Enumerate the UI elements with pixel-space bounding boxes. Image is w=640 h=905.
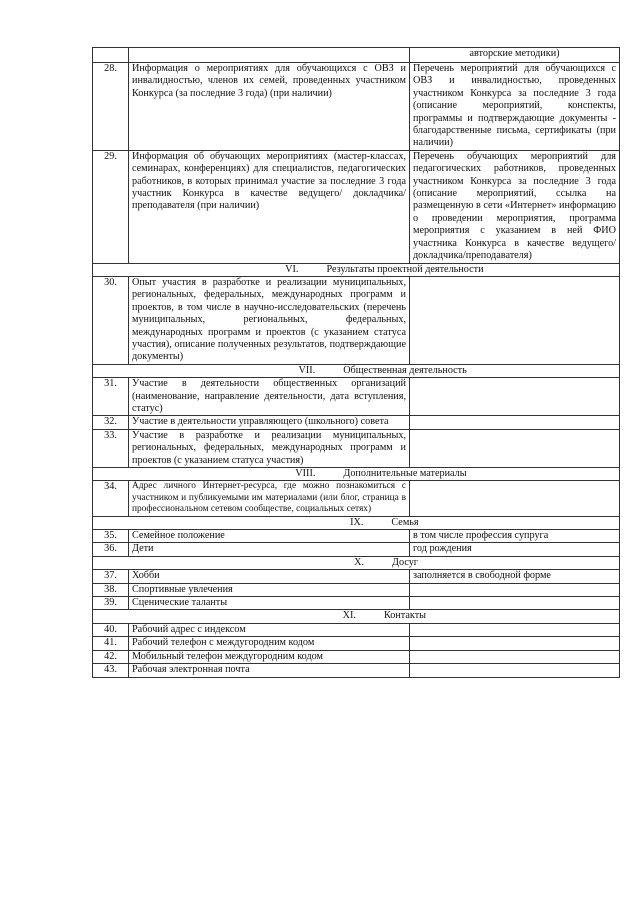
item-proof: год рождения: [410, 543, 620, 556]
item-number: 33.: [93, 429, 129, 467]
item-number: 41.: [93, 637, 129, 650]
section-number: X.: [354, 556, 365, 568]
item-proof: заполняется в свободной форме: [410, 570, 620, 583]
item-description: Сценические таланты: [129, 597, 410, 610]
item-number: 39.: [93, 597, 129, 610]
table-row: [93, 276, 620, 364]
section-title: Результаты проектной деятельности: [326, 263, 484, 275]
section-number: VII.: [298, 364, 316, 376]
table-row: [93, 416, 620, 429]
section-number: VIII.: [295, 468, 316, 479]
item-description: Дети: [129, 543, 410, 556]
item-description: Участие в деятельности управляющего (школьного) совета: [129, 416, 410, 429]
item-number: 43.: [93, 664, 129, 677]
item-description: Информация об обучающих мероприятиях (мастер-классах, семинарах, конференциях) для специалистов, педагогических работников, в которых принимал участие за последние 3 года участник Конкурса в качестве ведущего/ докладчика/ преподавателя (при наличии): [129, 150, 410, 263]
item-number: 37.: [93, 570, 129, 583]
section-title: Контакты: [383, 610, 427, 622]
item-description: Рабочий телефон с междугородним кодом: [129, 637, 410, 650]
item-number: 40.: [93, 623, 129, 636]
item-description: Информация о мероприятиях для обучающихся с ОВЗ и инвалидностью, членов их семей, проведенных участником Конкурса (за последние 3 года) (при наличии): [129, 63, 410, 151]
section-header: [93, 556, 620, 569]
section-number: IX.: [350, 516, 364, 528]
item-number: 29.: [93, 150, 129, 263]
item-description: Хобби: [129, 570, 410, 583]
item-number: 31.: [93, 378, 129, 416]
item-description: Участие в деятельности общественных организаций (наименование, направление деятельности, дата вступления, статус): [129, 378, 410, 416]
table-row: [93, 583, 620, 596]
item-number: 34.: [93, 481, 129, 516]
table-row: [93, 48, 620, 63]
table-row: [93, 650, 620, 663]
item-proof: [410, 583, 620, 596]
document-page: [92, 47, 619, 678]
table-row: [93, 543, 620, 556]
table-row: [93, 597, 620, 610]
item-description: [129, 48, 410, 63]
table-row: [93, 378, 620, 416]
item-proof: [410, 664, 620, 677]
item-description: Семейное положение: [129, 530, 410, 543]
item-number: [93, 48, 129, 63]
item-proof: [410, 637, 620, 650]
item-proof: авторские методики): [410, 48, 620, 63]
item-proof: [410, 378, 620, 416]
section-header: [93, 516, 620, 529]
item-number: 36.: [93, 543, 129, 556]
table-row: [93, 63, 620, 151]
item-number: 30.: [93, 276, 129, 364]
section-number: XI.: [342, 610, 356, 622]
item-proof: [410, 481, 620, 516]
table-row: [93, 150, 620, 263]
item-description: Адрес личного Интернет-ресурса, где можно познакомиться с участником и публикуемыми им материалами (или блог, страница в профессиональном сетевом сообществе, социальных сетях): [129, 481, 410, 516]
item-description: Рабочая электронная почта: [129, 664, 410, 677]
item-description: Опыт участия в разработке и реализации муниципальных, региональных, федеральных, международных программ и проектов, в том числе в научно-исследовательских (перечень муниципальных, региональных, федеральных, международных программ и проектов (с указанием статуса участия), описание полученных результатов, подтверждающие документы): [129, 276, 410, 364]
table-row: [93, 623, 620, 636]
section-header: [93, 263, 620, 276]
table-row: [93, 570, 620, 583]
contest-form-table: [92, 47, 620, 678]
item-description: Мобильный телефон междугородним кодом: [129, 650, 410, 663]
item-proof: Перечень мероприятий для обучающихся с ОВЗ и инвалидностью, проведенных участником Конкурса за последние 3 года (описание мероприятий, конспекты, программы и подтверждающие документы - благодарственные письма, сертификаты (при наличии): [410, 63, 620, 151]
item-proof: [410, 416, 620, 429]
section-title: Общественная деятельность: [343, 364, 467, 376]
item-number: 28.: [93, 63, 129, 151]
item-description: Рабочий адрес с индексом: [129, 623, 410, 636]
item-proof: [410, 429, 620, 467]
item-number: 38.: [93, 583, 129, 596]
section-header: [93, 610, 620, 623]
item-number: 32.: [93, 416, 129, 429]
table-row: [93, 530, 620, 543]
section-number: VI.: [285, 263, 299, 275]
table-row: [93, 664, 620, 677]
section-title: Досуг: [392, 556, 418, 568]
section-title: Семья: [391, 516, 419, 528]
section-title: Дополнительные материалы: [343, 468, 467, 479]
section-header: [93, 364, 620, 377]
item-number: 42.: [93, 650, 129, 663]
item-proof: [410, 650, 620, 663]
item-description: Спортивные увлечения: [129, 583, 410, 596]
item-proof: [410, 276, 620, 364]
section-header: [93, 468, 620, 481]
item-proof: [410, 623, 620, 636]
item-proof: в том числе профессия супруга: [410, 530, 620, 543]
item-proof: [410, 597, 620, 610]
table-row: [93, 481, 620, 516]
item-number: 35.: [93, 530, 129, 543]
table-row: [93, 429, 620, 467]
item-proof: Перечень обучающих мероприятий для педагогических работников, проведенных участником Конкурса за последние 3 года (описание мероприятий, ссылка на размещенную в сети «Интернет» информацию о проведении мероприятия, программа мероприятия с указанием в ней ФИО участника Конкурса в качестве ведущего/докладчика/преподавателя): [410, 150, 620, 263]
table-row: [93, 637, 620, 650]
item-description: Участие в разработке и реализации муниципальных, региональных, федеральных, международных программ и проектов (с указанием статуса участия): [129, 429, 410, 467]
